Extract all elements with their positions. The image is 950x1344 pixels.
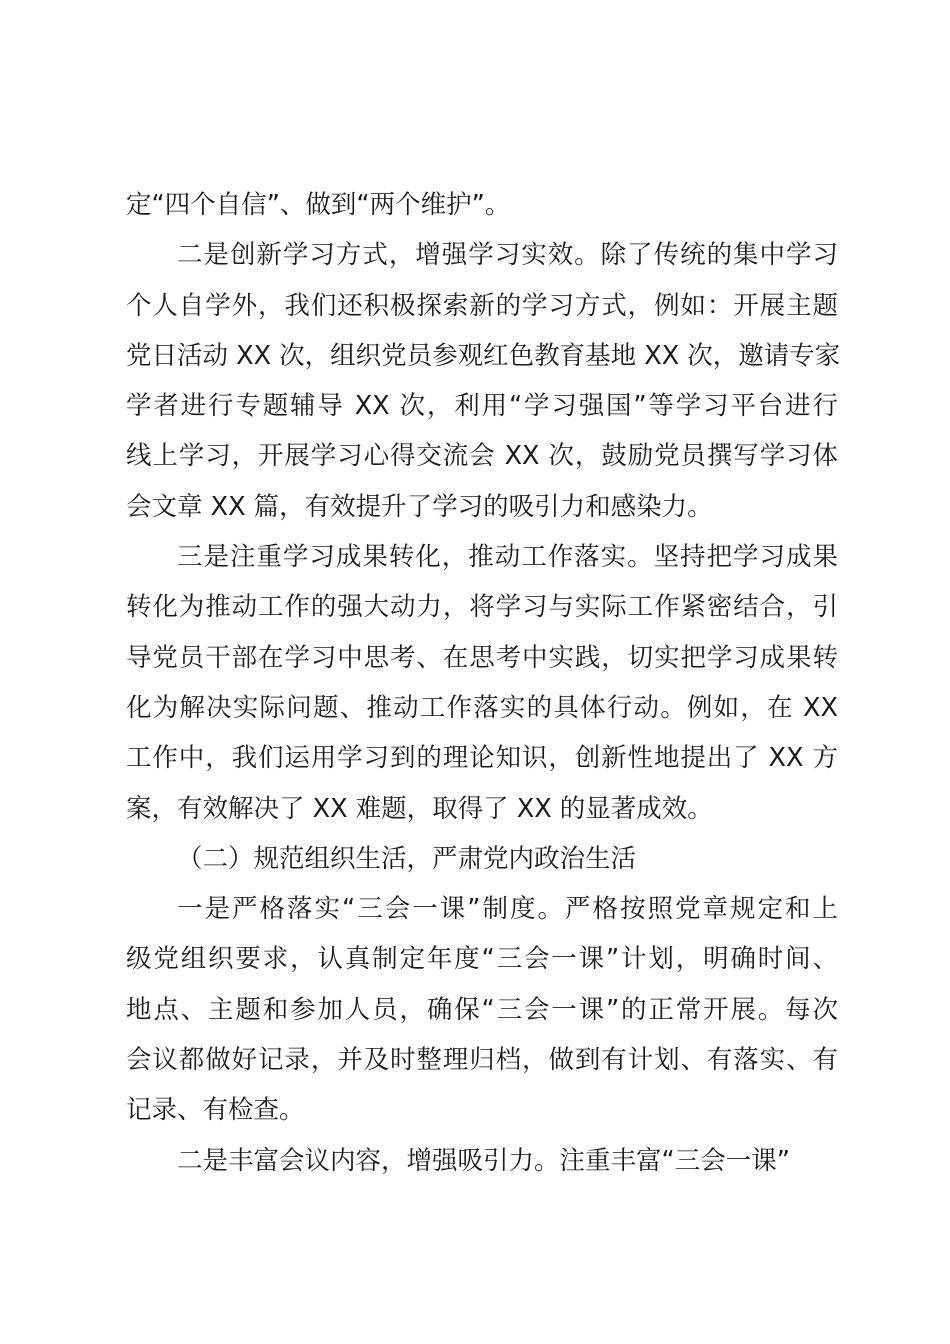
text-line: 级党组织要求，认真制定年度“三会一课”计划，明确时间、: [126, 944, 838, 975]
text-line: 党日活动 XX 次，组织党员参观红色教育基地 XX 次，邀请专家: [126, 340, 841, 371]
text-line: 线上学习，开展学习心得交流会 XX 次，鼓励党员撰写学习体: [126, 441, 838, 472]
paragraph: [126, 532, 838, 834]
text-line: 一是严格落实“三会一课”制度。严格按照党章规定和上: [177, 894, 838, 925]
text-line: 工作中，我们运用学习到的理论知识，创新性地提出了 XX 方: [126, 743, 838, 774]
text-line: 化为解决实际问题、推动工作落实的具体行动。例如，在 XX: [126, 692, 838, 723]
document-body: [126, 180, 841, 1186]
text-line: 案，有效解决了 XX 难题，取得了 XX 的显著成效。: [126, 793, 713, 824]
paragraph: [126, 180, 838, 230]
paragraph: [126, 834, 838, 884]
paragraph: [126, 884, 838, 1135]
text-line: 二是创新学习方式，增强学习实效。除了传统的集中学习: [177, 240, 838, 271]
text-line: 会文章 XX 篇，有效提升了学习的吸引力和感染力。: [126, 491, 713, 522]
text-line: 三是注重学习成果转化，推动工作落实。坚持把学习成果: [177, 542, 838, 573]
text-line: 会议都做好记录，并及时整理归档，做到有计划、有落实、有: [126, 1045, 838, 1076]
text-line: 二是丰富会议内容，增强吸引力。注重丰富“三会一课”: [177, 1145, 790, 1176]
text-line: 学者进行专题辅导 XX 次，利用“学习强国”等学习平台进行: [126, 391, 838, 422]
text-line: 定“四个自信”、做到“两个维护”。: [126, 190, 511, 220]
text-line: （二）规范组织生活，严肃党内政治生活: [177, 843, 637, 874]
text-line: 个人自学外，我们还积极探索新的学习方式，例如：开展主题: [126, 290, 838, 321]
text-line: 导党员干部在学习中思考、在思考中实践，切实把学习成果转: [126, 642, 838, 673]
paragraph: [126, 230, 841, 532]
text-line: 记录、有检查。: [126, 1095, 305, 1126]
paragraph: [126, 1136, 838, 1186]
text-line: 转化为推动工作的强大动力，将学习与实际工作紧密结合，引: [126, 592, 838, 623]
text-line: 地点、主题和参加人员，确保“三会一课”的正常开展。每次: [126, 994, 838, 1025]
